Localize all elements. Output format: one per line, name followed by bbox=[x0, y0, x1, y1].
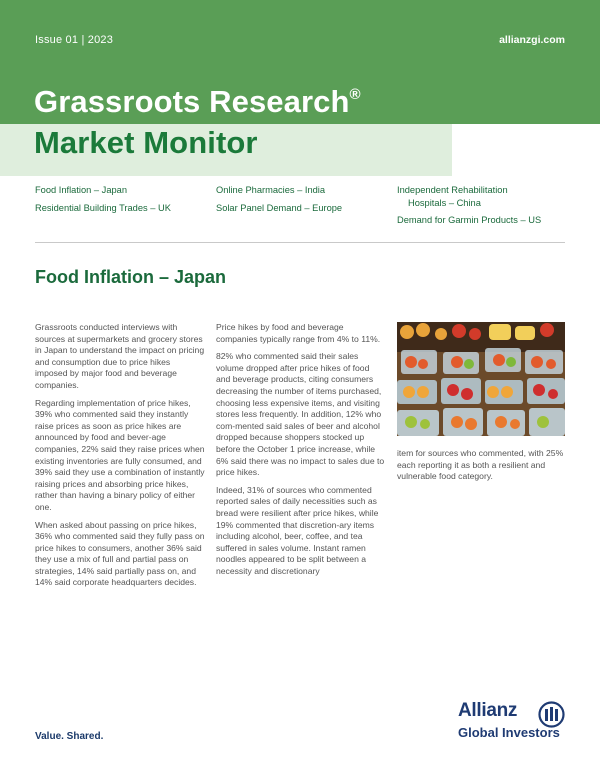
logo-subtitle: Global Investors bbox=[458, 725, 560, 740]
food-market-photo bbox=[397, 322, 565, 436]
paragraph: Grassroots conducted interviews with sources at supermarkets and grocery stores in Japan to understand the impact on pricing and consumption due to price hikes imposed by major food and beverage companies. bbox=[35, 322, 205, 390]
paragraph: When asked about passing on price hikes, 36% who commented said they fully pass on price hikes to consumers, another 36% said they use a mix of full and partial pass on strategies, 14% said partially pass on, and 14% said corporate headquarters decides. bbox=[35, 519, 205, 588]
toc-link-rehab-line1: Independent Rehabilitation bbox=[397, 185, 508, 195]
divider bbox=[35, 242, 565, 243]
toc-link-rehab-line2: Hospitals – China bbox=[408, 198, 481, 208]
text-column-1 bbox=[35, 322, 205, 595]
tagline: Value. Shared. bbox=[35, 731, 104, 742]
paragraph: Indeed, 31% of sources who commented reported sales of daily necessities such as bread were resilient after price hikes, while 19% commented that discretion-ary items including alcohol, beer, coffee, and tea suffered in sales volume. Instant ramen noodles appeared to be split between a necessity and discretionary bbox=[216, 484, 379, 576]
allianz-logo bbox=[458, 700, 568, 746]
logo-word: Allianz bbox=[458, 700, 518, 721]
toc-link-residential-building[interactable]: Residential Building Trades – UK bbox=[35, 203, 171, 213]
page-subtitle: Market Monitor bbox=[34, 125, 258, 160]
toc-link-solar-panel[interactable]: Solar Panel Demand – Europe bbox=[216, 203, 343, 213]
toc-link-food-inflation[interactable]: Food Inflation – Japan bbox=[35, 185, 128, 195]
toc-link-online-pharmacies[interactable]: Online Pharmacies – India bbox=[216, 185, 326, 195]
site-link[interactable]: allianzgi.com bbox=[499, 34, 565, 46]
section-heading: Food Inflation – Japan bbox=[35, 267, 227, 287]
paragraph: 82% who commented said their sales volume dropped after price hikes of food and beverage products, citing consumers decreasing the number of items purchased, choosing less expensive items, and visiting stores less frequently. In addition, 12% who com-mented said sales of beer and alcohol dropped because shoppers stocked up before the October 1 price increase, while 6% said there was no impact to sales due to price hikes. bbox=[216, 351, 385, 478]
text-column-3 bbox=[397, 448, 567, 489]
issue-label: Issue 01 | 2023 bbox=[35, 34, 114, 46]
page-title bbox=[34, 84, 361, 120]
title-main: Grassroots Research bbox=[34, 84, 350, 119]
paragraph: Price hikes by food and beverage companies typically range from 4% to 11%. bbox=[216, 322, 381, 344]
allianz-eagle-icon bbox=[538, 701, 565, 728]
paragraph: item for sources who commented, with 25% each reporting it as both a resilient and vulnerable food category. bbox=[397, 448, 564, 482]
registered-mark: ® bbox=[349, 86, 361, 103]
paragraph: Regarding implementation of price hikes, 39% who commented said they instantly raise prices as soon as price hikes are announced by food and bever-age companies, 22% said they raise prices when existing inventories are fully consumed, and 39% said they use a combination of instantly raising prices and absorbing price hikes, rather than having a binary policy of either one. bbox=[35, 397, 205, 512]
toc-link-garmin[interactable]: Demand for Garmin Products – US bbox=[397, 215, 542, 225]
text-column-2 bbox=[216, 322, 386, 583]
toc-link-rehab-hospitals[interactable] bbox=[397, 184, 508, 210]
